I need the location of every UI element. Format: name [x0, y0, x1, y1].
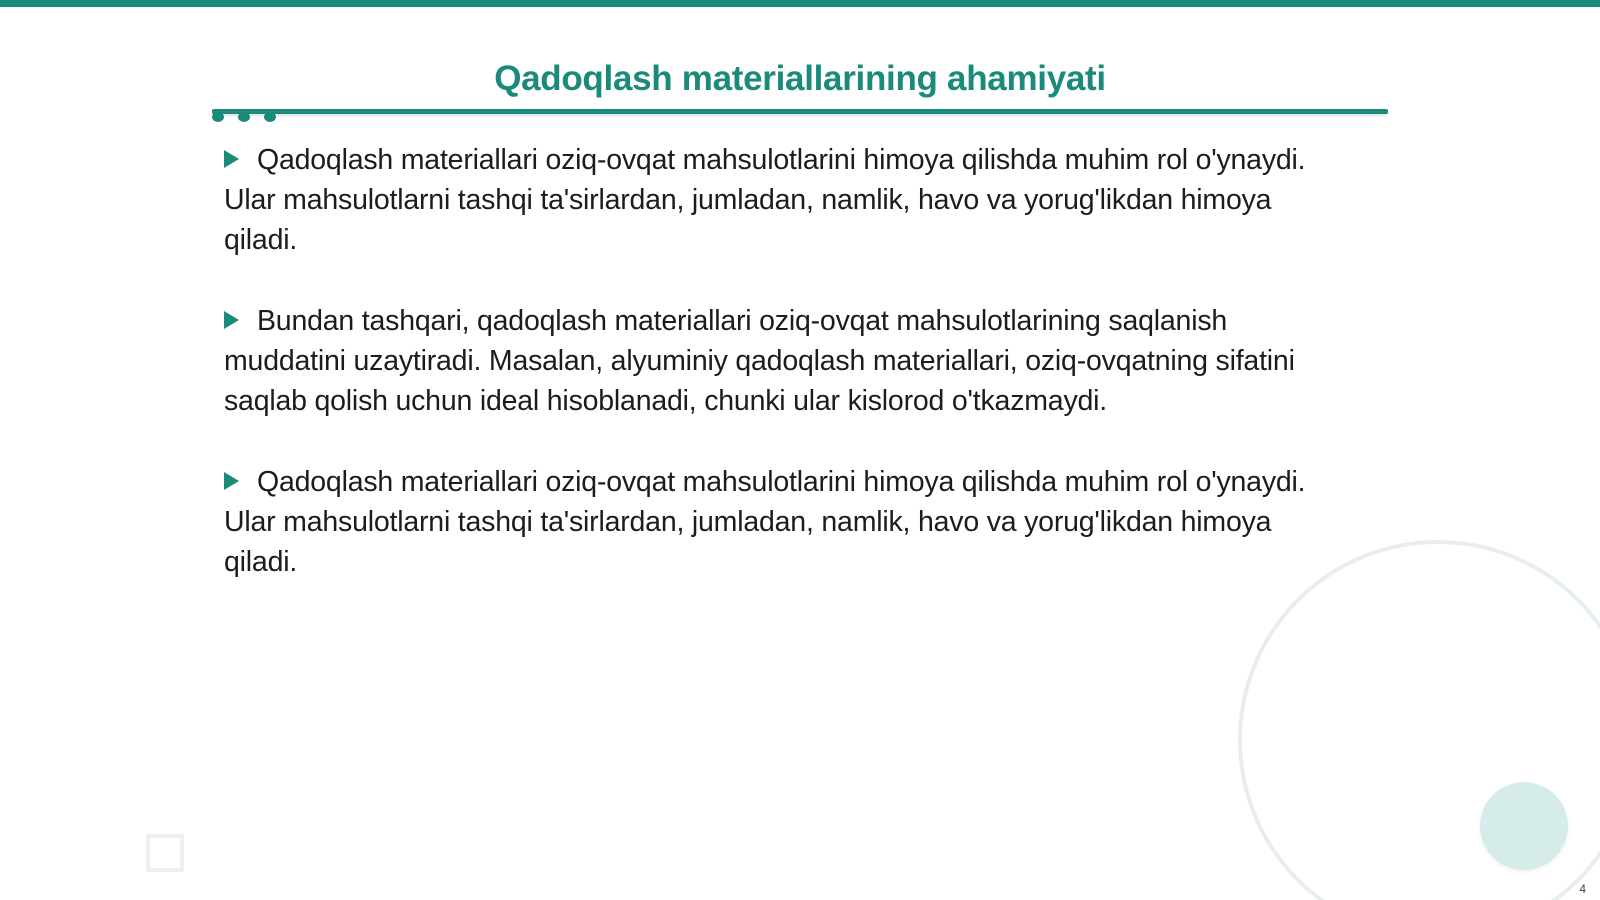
underline-dot-2	[238, 112, 250, 122]
bullet-list	[224, 140, 1344, 623]
bullet-text: Qadoqlash materiallari oziq-ovqat mahsulotlarini himoya qilishda muhim rol o'ynaydi. Ular mahsulotlarni tashqi ta'sirlardan, jumladan, namlik, havo va yorug'likdan himoya qiladi.	[224, 466, 1306, 578]
bullet-text: Bundan tashqari, qadoqlash materiallari oziq-ovqat mahsulotlarining saqlanish muddatini uzaytiradi. Masalan, alyuminiy qadoqlash materiallari, oziq-ovqatning sifatini saqlab qolish uchun ideal hisoblanadi, chunki ular kislorod o'tkazmaydi.	[224, 305, 1295, 417]
bullet-item	[224, 301, 1344, 421]
bullet-item	[224, 140, 1344, 260]
bullet-item	[224, 462, 1344, 582]
decorative-square	[146, 834, 184, 872]
page-number: 4	[1579, 882, 1586, 896]
top-accent-bar	[0, 0, 1600, 7]
underline-dot-3	[264, 112, 276, 122]
triangle-right-icon	[224, 472, 239, 490]
triangle-right-icon	[224, 150, 239, 168]
title-underline	[212, 109, 1388, 114]
slide-title: Qadoqlash materiallarining ahamiyati	[494, 59, 1106, 98]
triangle-right-icon	[224, 311, 239, 329]
decorative-circle	[1480, 782, 1568, 870]
underline-dot-1	[212, 112, 224, 122]
bullet-text: Qadoqlash materiallari oziq-ovqat mahsulotlarini himoya qilishda muhim rol o'ynaydi. Ular mahsulotlarni tashqi ta'sirlardan, jumladan, namlik, havo va yorug'likdan himoya qiladi.	[224, 144, 1306, 256]
